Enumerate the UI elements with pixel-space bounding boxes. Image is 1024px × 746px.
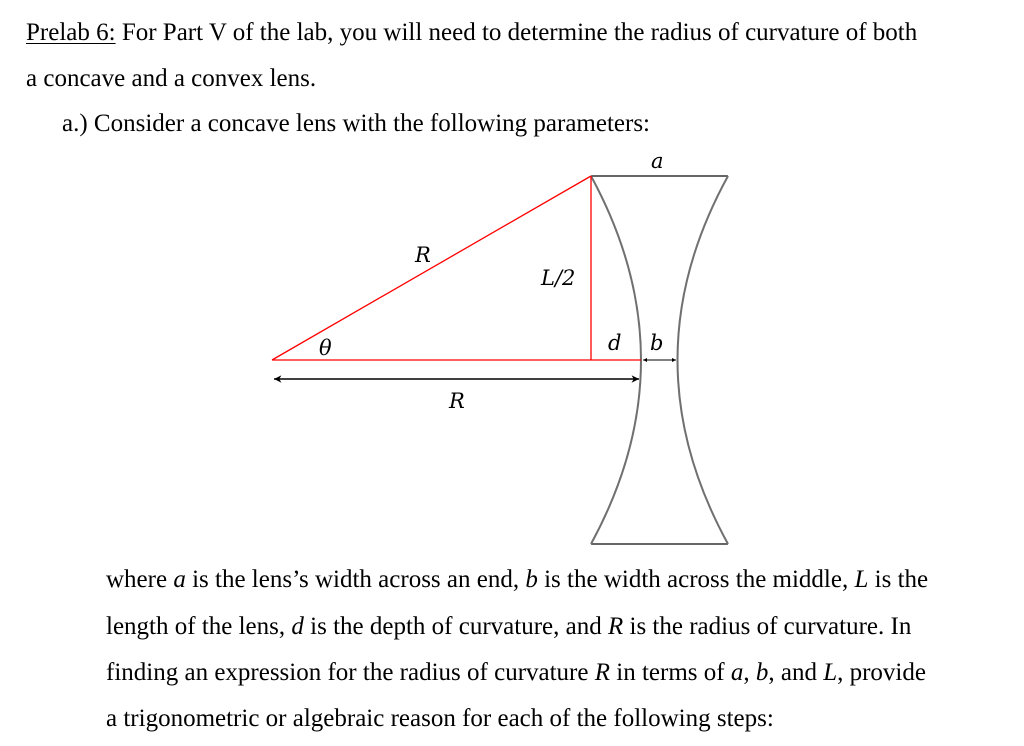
label-base-r: R <box>449 389 465 413</box>
red-triangle <box>272 176 641 360</box>
text-segment: is the width across the middle, <box>537 566 855 593</box>
math-variable: L <box>854 566 869 593</box>
paragraph-line <box>106 565 928 595</box>
math-variable: a <box>173 566 186 593</box>
prelab-label: Prelab 6: <box>26 19 116 46</box>
text-segment: is the lens’s width across an end, <box>185 566 526 593</box>
label-d: d <box>608 331 622 355</box>
paragraph-line <box>106 658 926 688</box>
text-segment: , provide <box>837 659 926 686</box>
label-half-l: L/2 <box>541 266 576 290</box>
text-segment: length of the lens, <box>106 613 292 640</box>
text-segment: in terms of <box>610 659 731 686</box>
math-variable: b <box>525 566 538 593</box>
label-hyp-r: R <box>415 243 431 267</box>
label-theta: θ <box>319 336 332 360</box>
lens-right-surface <box>678 176 729 544</box>
text-segment: where <box>106 566 174 593</box>
math-variable: L <box>823 659 838 686</box>
paragraph-line <box>106 704 774 734</box>
text-segment: , and <box>768 659 824 686</box>
text-segment: a trigonometric or algebraic reason for each of the following steps: <box>106 705 774 732</box>
math-variable: b <box>755 659 769 686</box>
text-segment: finding an expression for the radius of curvature <box>106 659 595 686</box>
text-segment: , <box>743 659 756 686</box>
intro-line-2: a concave and a convex lens. <box>26 65 317 92</box>
text-segment: is the depth of curvature, and <box>303 613 608 640</box>
math-variable: R <box>607 613 624 640</box>
text-segment: is the radius of curvature. In <box>623 613 912 640</box>
intro-text: For Part V of the lab, you will need to determine the radius of curvature of both <box>115 19 918 46</box>
text-segment: is the <box>868 566 929 593</box>
label-a: a <box>651 149 664 173</box>
math-variable: a <box>730 659 744 686</box>
math-variable: R <box>594 659 611 686</box>
paragraph-line <box>106 612 911 642</box>
label-b: b <box>650 331 664 355</box>
math-variable: d <box>291 613 304 640</box>
part-a-intro: a.) Consider a concave lens with the following parameters: <box>62 110 651 137</box>
